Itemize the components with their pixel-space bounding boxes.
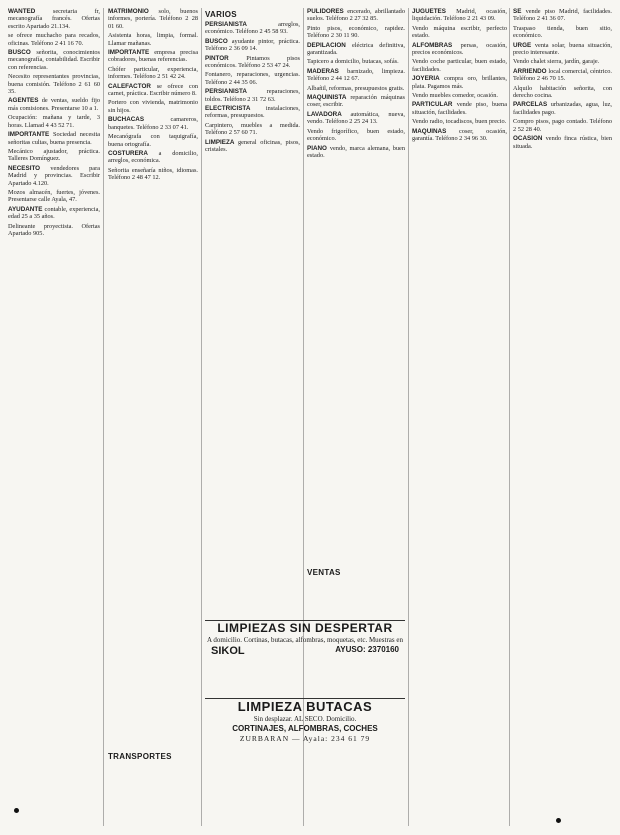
- classified-ad: [8, 73, 100, 95]
- column-rule: [103, 8, 104, 826]
- ad-text: secretaria fr, mecanografía francés. Ofertas escrito Apartado 21.134.: [8, 8, 100, 30]
- ad-lead-word: CALEFACTOR: [108, 82, 157, 90]
- classified-ad: [205, 105, 300, 120]
- ad-text: persas, ocasión, precios económicos.: [412, 41, 507, 57]
- ad-lead-word: PULIDORES: [307, 8, 348, 15]
- classifieds-column-6: [513, 8, 612, 826]
- classified-ad: [205, 55, 300, 70]
- ad-lead-word: IMPORTANTE: [108, 49, 155, 57]
- ad-lead-word: SE: [513, 8, 526, 15]
- ad-box-text: Sin desplazar. AL SECO. Domicilio.: [253, 715, 357, 723]
- ad-lead-word: BUSCO: [8, 49, 37, 57]
- ad-lead-word: AGENTES: [8, 97, 42, 105]
- classified-ad: [8, 165, 100, 187]
- ad-lead-word: BUCHACAS: [108, 116, 171, 124]
- ad-text: Necesito representantes provincias, buena comisión. Teléfono 2 61 60 35.: [8, 73, 100, 96]
- ad-text: Vendo coche particular, buen estado, facilidades.: [412, 58, 507, 73]
- ad-lead-word: OCASION: [513, 135, 546, 143]
- classified-ad: [8, 97, 100, 112]
- ad-text: Madrid, ocasión, liquidación. Teléfono 2 21 43 09.: [412, 8, 507, 23]
- ad-text: a domicilio, arreglos, económica.: [108, 149, 198, 165]
- classified-ad: [8, 8, 100, 30]
- ad-text: Portero con vivienda, matrimonio sin hijos.: [108, 99, 198, 114]
- ad-lead-word: JUGUETES: [412, 8, 457, 15]
- classified-ad: [307, 85, 405, 92]
- ad-lead-word: MATRIMONIO: [108, 8, 159, 15]
- brand-phone: AYUSO: 2370160: [335, 645, 399, 654]
- classifieds-column-3: [205, 8, 300, 608]
- ad-text: vendedores para Madrid y provincias. Escribir Apartado 4.120.: [8, 164, 100, 187]
- ad-box-text: CORTINAJES, ALFOMBRAS, COCHES: [232, 724, 378, 733]
- ad-text: vende piso Madrid, facilidades. Teléfono 2 41 36 07.: [513, 8, 612, 23]
- ad-text: venta solar, buena situación, precio interesante.: [513, 41, 612, 57]
- ad-text: vende piso, buena situación, facilidades.: [412, 101, 507, 116]
- classified-ad: [307, 58, 405, 65]
- ad-text: Chófer particular, experiencia, informes. Teléfono 2 51 42 24.: [108, 65, 198, 81]
- ad-lead-word: LAVADORA: [307, 110, 351, 118]
- classified-ad: [8, 32, 100, 47]
- classified-ad: [307, 42, 405, 57]
- ad-lead-word: ARRIENDO: [513, 67, 549, 75]
- classified-ad: [513, 25, 612, 40]
- brand-name: SIKOL: [211, 645, 245, 657]
- ad-text: ayudante pintor, práctica. Teléfono 2 36 09 14.: [205, 37, 300, 53]
- classified-ad: [108, 99, 198, 114]
- ad-text: reparaciones, toldos. Teléfono 2 31 72 63.: [205, 88, 300, 103]
- ad-text: general oficinas, pisos, cristales.: [205, 138, 300, 154]
- ink-dot: [556, 818, 561, 823]
- column-rule: [408, 8, 409, 826]
- ad-box-limpiezas: [205, 620, 405, 658]
- classified-ad: [412, 58, 507, 73]
- ad-lead-word: COSTURERA: [108, 149, 159, 157]
- classified-ad: [8, 49, 100, 71]
- ad-text: camareros, banquetes. Teléfono 2 33 07 41.: [108, 116, 198, 131]
- ad-text: Vendo muebles comedor, ocasión.: [412, 92, 498, 100]
- classified-ad: [108, 83, 198, 98]
- ad-text: contable, experiencia, edad 25 a 35 años.: [8, 205, 100, 221]
- classified-ad: [412, 25, 507, 40]
- ad-text: arreglos, económico. Teléfono 2 45 58 93.: [205, 21, 300, 36]
- ad-text: se ofrece con carnet, práctica. Escribir número 8.: [108, 82, 198, 98]
- ad-text: compra oro, brillantes, plata. Pagamos más.: [412, 75, 507, 90]
- classified-ad: [8, 189, 100, 204]
- classified-ad: [307, 111, 405, 126]
- ad-lead-word: PERSIANISTA: [205, 88, 267, 96]
- ad-box-title: LIMPIEZAS SIN DESPERTAR: [217, 621, 393, 635]
- column-rule: [201, 8, 202, 826]
- classified-ad: [8, 223, 100, 238]
- ad-text: Mecánico ajustador, práctica. Talleres Domínguez.: [8, 147, 100, 163]
- ad-text: vendo finca rústica, bien situada.: [513, 135, 612, 150]
- ad-text: Vendo máquina escribir, perfecto estado.: [412, 24, 507, 40]
- classified-ad: [307, 128, 405, 143]
- ad-text: urbanizadas, agua, luz, facilidades pago.: [513, 101, 612, 116]
- classified-ad: [307, 68, 405, 83]
- ad-box-text: A domicilio. Cortinas, butacas, alfombras, moquetas, etc. Muestras en: [207, 636, 403, 644]
- ad-text: Pinto pisos, económico, rapidez. Teléfono 2 30 11 90.: [307, 24, 405, 40]
- classified-ad: [513, 58, 612, 65]
- classified-ad: [108, 116, 198, 131]
- column-rule: [509, 8, 510, 826]
- ad-box-limpieza-butacas: [205, 698, 405, 744]
- classified-ad: [513, 135, 612, 150]
- ink-dot: [14, 808, 19, 813]
- ad-text: Mecanógrafa con taquigrafía, buena ortografía.: [108, 133, 198, 148]
- classified-ad: [307, 94, 405, 109]
- ad-text: Asistenta horas, limpia, formal. Llamar mañanas.: [108, 32, 198, 47]
- classified-ad: [205, 21, 300, 36]
- classified-ad: [108, 49, 198, 64]
- classified-ad: [412, 42, 507, 57]
- ad-lead-word: IMPORTANTE: [8, 131, 53, 139]
- classified-ad: [412, 8, 507, 23]
- ad-text: local comercial, céntrico. Teléfono 2 46 70 15.: [513, 67, 612, 83]
- classified-ad: [412, 128, 507, 143]
- classified-ad: [513, 101, 612, 116]
- ad-lead-word: NECESITO: [8, 164, 51, 172]
- ad-text: Sociedad necesita señoritas cultas, buena presencia.: [8, 131, 100, 146]
- ad-text: Vendo radio, tocadiscos, buen precio.: [412, 118, 507, 126]
- classified-ad: [513, 8, 612, 23]
- ad-text: Vendo chalet sierra, jardín, garaje.: [513, 58, 600, 66]
- ad-text: Traspaso tienda, buen sitio, económico.: [513, 24, 612, 40]
- ad-text: barnizado, limpieza. Teléfono 2 44 12 67.: [307, 67, 405, 83]
- ad-lead-word: DEPILACION: [307, 41, 352, 49]
- classified-ad: [108, 66, 198, 81]
- classified-ad: [513, 85, 612, 100]
- ad-text: Compro pisos, pago contado. Teléfono 2 52 28 40.: [513, 118, 612, 133]
- classified-ad: [412, 75, 507, 90]
- ad-text: encerado, abrillantado suelos. Teléfono 2 27 32 85.: [307, 8, 405, 23]
- ad-text: coser, ocasión, garantía. Teléfono 2 34 96 30.: [412, 127, 507, 143]
- ad-lead-word: BUSCO: [205, 37, 232, 45]
- ad-text: de ventas, sueldo fijo más comisiones. Presentarse 10 a 1.: [8, 97, 100, 112]
- ad-lead-word: MADERAS: [307, 67, 348, 75]
- classifieds-column-2: [108, 8, 198, 826]
- ad-lead-word: ELECTRICISTA: [205, 105, 266, 113]
- classified-ad: [8, 206, 100, 221]
- classified-ad: [513, 42, 612, 57]
- ad-lead-word: PIANO: [307, 144, 330, 152]
- ad-lead-word: URGE: [513, 41, 535, 49]
- ad-lead-word: WANTED: [8, 8, 53, 15]
- section-header-ventas: VENTAS: [307, 568, 341, 577]
- classified-ad: [108, 150, 198, 165]
- classified-ad: [8, 114, 100, 129]
- classified-ad: [8, 148, 100, 163]
- ad-text: instalaciones, reformas, presupuestos.: [205, 105, 300, 120]
- ad-box-address: ZURBARAN — Ayala: 234 61 79: [239, 734, 371, 743]
- classifieds-column-5: [412, 8, 507, 826]
- ad-text: Tapicero a domicilio, butacas, sofás.: [307, 58, 399, 66]
- classified-ad: [412, 92, 507, 99]
- ad-text: Delineante proyectista. Ofertas Apartado 905.: [8, 222, 100, 237]
- ad-text: Albañil, reformas, presupuestos gratis.: [307, 84, 405, 92]
- classified-ad: [412, 101, 507, 116]
- classified-ad: [205, 88, 300, 103]
- ad-text: eléctrica definitiva, garantizada.: [307, 41, 405, 57]
- ad-text: solo, buenos informes, portería. Teléfono 2 28 01 60.: [108, 8, 198, 30]
- ad-text: señorita, conocimientos mecanografía, contabilidad. Escribir con referencias.: [8, 49, 100, 71]
- classified-ad: [108, 133, 198, 148]
- classified-ad: [307, 145, 405, 160]
- ad-text: Señorita enseñaría niños, idiomas. Teléfono 2 48 47 12.: [108, 166, 198, 182]
- classified-ad: [307, 8, 405, 23]
- ad-lead-word: PERSIANISTA: [205, 21, 279, 28]
- classified-ad: [513, 68, 612, 83]
- classified-ad: [307, 25, 405, 40]
- ad-text: empresa precisa cobradores, buenas referencias.: [108, 49, 198, 64]
- ad-text: Pintamos pisos económicos. Teléfono 2 53 47 24.: [205, 54, 300, 70]
- classified-ad: [108, 32, 198, 47]
- ad-lead-word: PARTICULAR: [412, 101, 457, 109]
- ad-box-title: LIMPIEZA BUTACAS: [237, 699, 373, 714]
- ad-lead-word: AYUDANTE: [8, 205, 45, 213]
- ad-text: Carpintero, muebles a medida. Teléfono 2 57 60 71.: [205, 121, 300, 137]
- ad-text: Fontanero, reparaciones, urgencias. Teléfono 2 44 35 06.: [205, 71, 300, 86]
- ad-text: vendo, marca alemana, buen estado.: [307, 144, 405, 159]
- classified-ad: [205, 139, 300, 154]
- ad-lead-word: LIMPIEZA: [205, 138, 239, 146]
- ad-text: automática, nueva, vendo. Teléfono 2 25 24 13.: [307, 110, 405, 126]
- ad-lead-word: MAQUINAS: [412, 127, 460, 135]
- ad-lead-word: MAQUINISTA: [307, 94, 351, 102]
- classified-ad: [205, 71, 300, 86]
- ad-text: se ofrece muchacho para recados, oficinas. Teléfono 2 41 16 70.: [8, 32, 100, 47]
- classified-ad: [513, 118, 612, 133]
- ad-lead-word: ALFOMBRAS: [412, 41, 461, 49]
- classified-ad: [108, 167, 198, 182]
- classified-ad: [205, 38, 300, 53]
- classifieds-page: [8, 8, 612, 826]
- ad-text: Mozos almacén, fuertes, jóvenes. Presentarse calle Ayala, 47.: [8, 188, 100, 204]
- ad-lead-word: JOYERIA: [412, 75, 445, 83]
- ad-lead-word: PARCELAS: [513, 101, 551, 109]
- section-header-transportes: TRANSPORTES: [108, 752, 172, 761]
- classified-ad: [205, 122, 300, 137]
- classified-ad: [412, 118, 507, 125]
- section-header-varios: VARIOS: [205, 10, 237, 19]
- ad-lead-word: PINTOR: [205, 54, 247, 62]
- classified-ad: [8, 131, 100, 146]
- classified-ad: [108, 8, 198, 30]
- ad-text: reparación máquinas coser, escribir.: [307, 94, 405, 109]
- ad-text: Alquilo habitación señorita, con derecho cocina.: [513, 84, 612, 100]
- ad-text: Vendo frigorífico, buen estado, económico.: [307, 127, 405, 143]
- ad-text: Ocupación: mañana y tarde, 3 horas. Llamad 4 43 52 71.: [8, 114, 100, 129]
- classifieds-column-1: [8, 8, 100, 826]
- classifieds-column-4: [307, 8, 405, 608]
